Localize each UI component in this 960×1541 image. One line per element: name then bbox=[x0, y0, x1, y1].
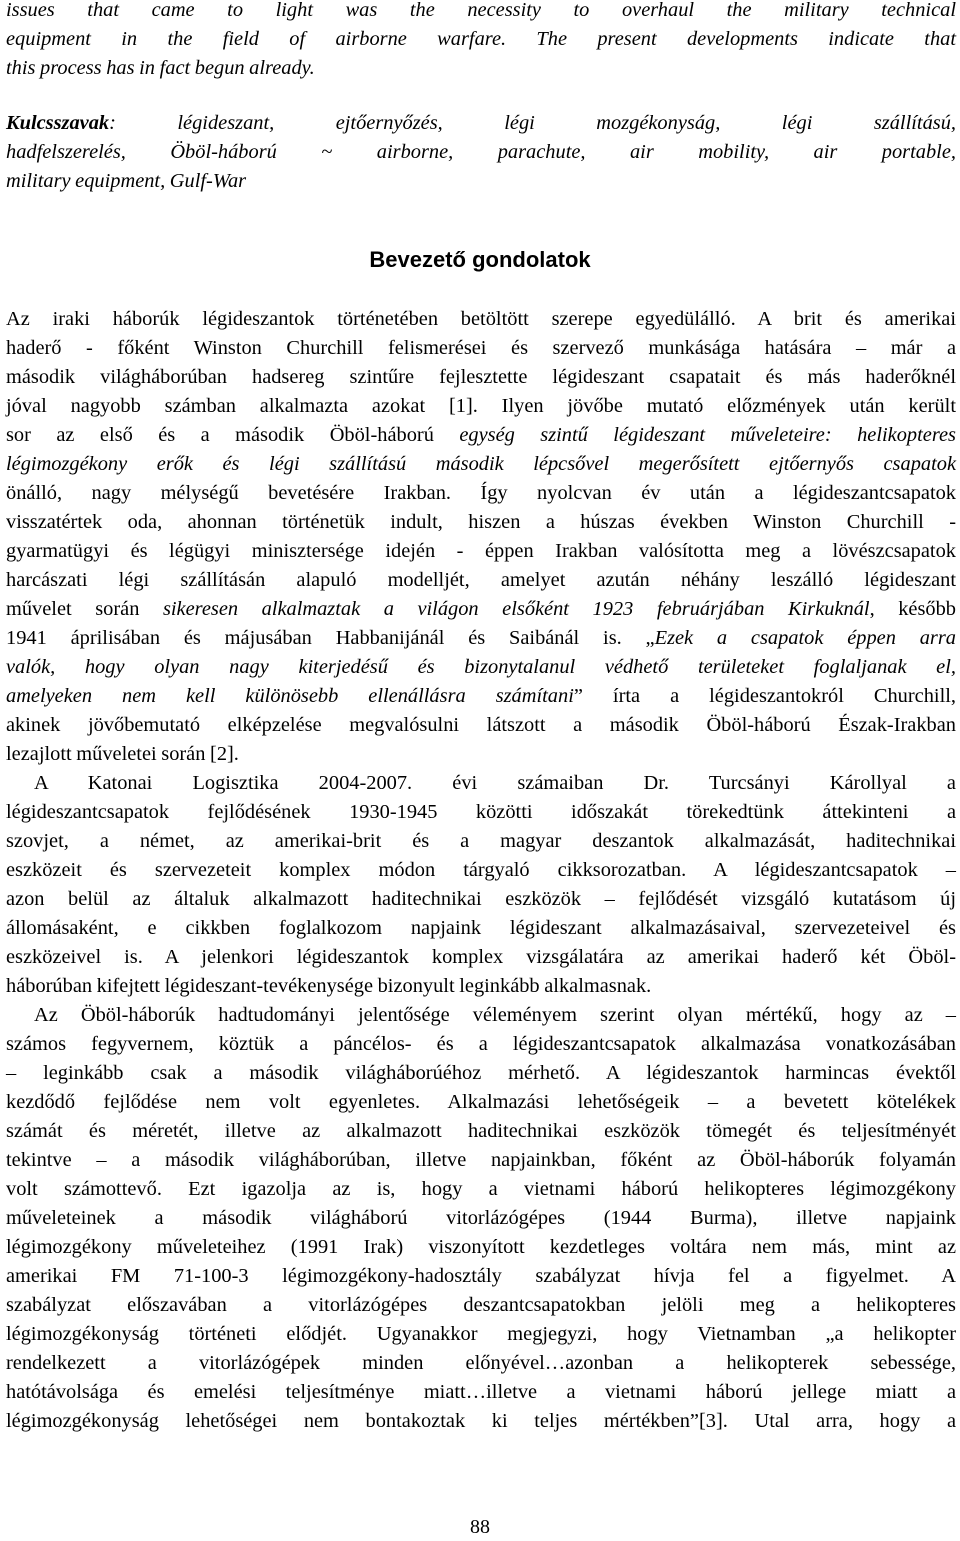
body-line: gyarmatügyi és légügyi minisztersége idején - éppen Irakban valósította meg a lövészcsapatok bbox=[6, 540, 956, 562]
body-line: akinek jövőbemutató elképzelése megvalósulni látszott a második Öböl-háború Észak-Irakban bbox=[6, 714, 956, 736]
body-line: valók, hogy olyan nagy kiterjedésű és bizonytalanul védhető területeket foglaljanak el, bbox=[6, 656, 956, 678]
body-line: állomásaként, e cikkben foglalkozom napjaink légideszant alkalmazásaival, szervezeteivel és bbox=[6, 917, 956, 939]
body-line bbox=[6, 421, 956, 450]
body-segment: , később bbox=[869, 598, 956, 620]
body-line: légimozgékonyság lehetőségei nem bontakoztak ki teljes mértékben”[3]. Utal arra, hogy a bbox=[6, 1410, 956, 1432]
page-number: 88 bbox=[470, 1516, 490, 1538]
body-line: számát és méretét, illetve az alkalmazott haditechnikai eszközök tömegét és teljesítményét bbox=[6, 1120, 956, 1142]
body-line: eszközeit és szervezeteit komplex módon tárgyaló cikksorozatban. A légideszantcsapatok – bbox=[6, 859, 956, 881]
body-line: haderő - főként Winston Churchill felismerései és szervező munkásága hatására – már a bbox=[6, 337, 956, 359]
body-line: kezdődő fejlődése nem volt egyenletes. Alkalmazási lehetőségeik – a bevetett kötelékek bbox=[6, 1091, 956, 1113]
keywords bbox=[6, 109, 956, 196]
body-line: légimozgékony erők és légi szállítású második lépcsővel megerősített ejtőernyős csapatok bbox=[6, 453, 956, 475]
body-line bbox=[6, 682, 956, 711]
body-segment-italic: egység szintű légideszant műveleteire: helikopteres bbox=[459, 424, 956, 446]
body-segment: sor az első és a második Öböl-háború bbox=[6, 424, 460, 446]
body-line: volt számottevő. Ezt igazolja az is, hogy a vietnami háború helikopteres légimozgékony bbox=[6, 1178, 956, 1200]
body-text bbox=[6, 305, 956, 1436]
body-line: tekintve – a második világháborúban, illetve napjainkban, főként az Öböl-háborúk folyamán bbox=[6, 1149, 956, 1171]
section-heading: Bevezető gondolatok bbox=[369, 247, 591, 272]
body-line bbox=[6, 624, 956, 653]
keywords-text: : légideszant, ejtőernyőzés, légi mozgékonyság, légi szállítású, bbox=[109, 112, 956, 134]
body-segment-italic: amelyeken nem kell különösebb ellenállásra számítani bbox=[6, 685, 574, 707]
keywords-label: Kulcsszavak bbox=[6, 112, 110, 134]
body-line: szabályzat előszavában a vitorlázógépes deszantcsapatokban jelöli meg a helikopteres bbox=[6, 1294, 956, 1316]
body-line: amerikai FM 71-100-3 légimozgékony-hadosztály szabályzat hívja fel a figyelmet. A bbox=[6, 1265, 956, 1287]
keywords-line: military equipment, Gulf-War bbox=[6, 170, 247, 192]
body-line: légimozgékony műveleteihez (1991 Irak) viszonyított kezdetleges voltára nem más, mint az bbox=[6, 1236, 956, 1258]
body-line: második világháborúban hadsereg szintűre fejlesztette légideszant csapatait és más haderőknél bbox=[6, 366, 956, 388]
body-line: hatótávolsága és emelési teljesítménye miatt…illetve a vietnami háború jellege miatt a bbox=[6, 1381, 956, 1403]
body-line: lezajlott műveletei során [2]. bbox=[6, 743, 239, 765]
abstract-tail bbox=[6, 0, 956, 83]
body-line: műveleteinek a második világháború vitorlázógépes (1944 Burma), illetve napjaink bbox=[6, 1207, 956, 1229]
body-line bbox=[6, 595, 956, 624]
body-segment: 1941 áprilisában és májusában Habbanijánál és Saibánál is. „ bbox=[6, 627, 655, 649]
body-segment: ” írta a légideszantokról Churchill, bbox=[573, 685, 957, 707]
body-line: légideszantcsapatok fejlődésének 1930-1945 közötti időszakát törekedtünk áttekinteni a bbox=[6, 801, 956, 823]
body-segment-italic: sikeresen alkalmaztak a világon elsőként 1923 februárjában Kirkuknál bbox=[162, 598, 870, 620]
body-line: önálló, nagy mélységű bevetésére Irakban. Így nyolcvan év után a légideszantcsapatok bbox=[6, 482, 956, 504]
body-line: harcászati légi szállításán alapuló modelljét, amelyet azután néhány leszálló légideszant bbox=[6, 569, 956, 591]
body-line: számos fegyvernem, köztük a páncélos- és a légideszantcsapatok alkalmazása vonatkozásában bbox=[6, 1033, 956, 1055]
body-line: rendelkezett a vitorlázógépek minden előnyével…azonban a helikopterek sebessége, bbox=[6, 1352, 956, 1374]
body-line: eszközeivel is. A jelenkori légideszantok komplex vizsgálatára az amerikai haderő két Öböl- bbox=[6, 946, 956, 968]
abstract-line: issues that came to light was the necessity to overhaul the military technical bbox=[6, 0, 956, 21]
body-line: háborúban kifejtett légideszant-tevékenysége bizonyult leginkább alkalmasnak. bbox=[6, 975, 652, 997]
body-line: azon belül az általuk alkalmazott haditechnikai eszközök – fejlődését vizsgáló kutatásom új bbox=[6, 888, 956, 910]
body-line: Az iraki háborúk légideszantok történetében betöltött szerepe egyedülálló. A brit és amerikai bbox=[6, 308, 956, 330]
body-line: légimozgékonyság történeti elődjét. Ugyanakkor megjegyzi, hogy Vietnamban „a helikopter bbox=[6, 1323, 956, 1345]
abstract-line: equipment in the field of airborne warfare. The present developments indicate that bbox=[6, 28, 956, 50]
body-line: – leginkább csak a második világháborúéhoz mérhető. A légideszantok harmincas évektől bbox=[6, 1062, 956, 1084]
body-line: visszatértek oda, ahonnan történetük indult, hiszen a húszas években Winston Churchill - bbox=[6, 511, 956, 533]
body-line: Az Öböl-háborúk hadtudományi jelentősége véleményem szerint olyan mértékű, hogy az – bbox=[34, 1004, 956, 1026]
keywords-line: hadfelszerelés, Öböl-háború ~ airborne, parachute, air mobility, air portable, bbox=[6, 141, 956, 163]
body-line: A Katonai Logisztika 2004-2007. évi számaiban Dr. Turcsányi Károllyal a bbox=[34, 772, 956, 794]
keywords-line bbox=[6, 109, 956, 138]
body-line: szovjet, a német, az amerikai-brit és a magyar deszantok alkalmazását, haditechnikai bbox=[6, 830, 956, 852]
body-segment: művelet során bbox=[6, 598, 163, 620]
abstract-line: this process has in fact begun already. bbox=[6, 57, 315, 79]
body-segment-italic: Ezek a csapatok éppen arra bbox=[654, 627, 956, 649]
body-line: jóval nagyobb számban alkalmazta azokat [1]. Ilyen jövőbe mutató előzmények után került bbox=[6, 395, 956, 417]
